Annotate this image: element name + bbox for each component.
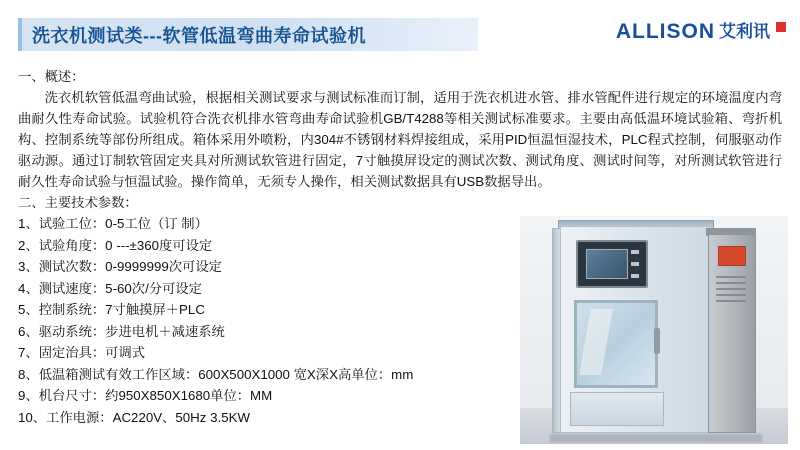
cabinet-warning-label: [718, 246, 746, 266]
vent-slit-icon: [716, 282, 746, 284]
vent-slit-icon: [716, 288, 746, 290]
chamber-lower-door: [570, 392, 664, 426]
list-item: 1、试验工位：0-5工位（订 制）: [18, 216, 208, 231]
vent-slit-icon: [716, 294, 746, 296]
panel-button-icon: [631, 262, 639, 266]
vent-slit-icon: [716, 276, 746, 278]
logo-cjk-text: 艾利讯: [719, 22, 770, 41]
page-title-banner: [18, 18, 478, 51]
list-item: 4、测试速度：5-60次/分可设定: [18, 280, 202, 296]
chamber-viewing-window: [574, 300, 658, 388]
list-item: 5、控制系统：7寸触摸屏＋PLC: [18, 302, 205, 317]
logo-square-icon: [776, 22, 786, 32]
logo-latin-text: ALLISON: [615, 20, 715, 43]
list-item: 9、机台尺寸：约950X850X1680单位：MM: [18, 388, 273, 403]
vent-slit-icon: [716, 300, 746, 302]
control-panel: [576, 240, 648, 288]
panel-button-icon: [631, 274, 639, 278]
list-item: 2、试验角度：0 ---±360度可设定: [18, 237, 213, 253]
section-1-paragraph: 洗衣机软管低温弯曲试验，根据相关测试要求与测试标准而订制，适用于洗衣机进水管、排水管配件进行规定的环境温度内弯曲耐久性寿命试验。试验机符合洗衣机排水管弯曲寿命试验机GB/T4288等相关测试标准要求。主要由高低温环境试验箱、弯折机构、控制系统等部份所组成。箱体采用外喷粉，内304#不锈钢材料焊接组成，采用PID恒温恒湿技术，PLC程式控制，伺服驱动作驱动源。通过订制软管固定夹具对所测试软管进行固定，7寸触摸屏设定的测试次数、测试角度、测试时间等，对所测试软管进行耐久性寿命试验与恒温试验。操作简单，无须专人操作，相关测试数据具有USB数据导出。: [18, 90, 782, 189]
panel-buttons: [631, 250, 641, 278]
product-photo: [520, 216, 788, 444]
section-1-heading: 一、概述：: [18, 69, 85, 84]
panel-button-icon: [631, 250, 639, 254]
chamber-door-handle: [654, 328, 660, 354]
page-title: 洗衣机测试类---软管低温弯曲寿命试验机: [32, 25, 366, 46]
list-item: 7、固定治具：可调式: [18, 345, 146, 360]
cabinet-vent-slits: [716, 276, 746, 316]
touchscreen-display: [586, 249, 628, 279]
page-header: [0, 0, 800, 62]
section-2-heading: 二、主要技术参数：: [18, 195, 138, 210]
company-logo: [616, 18, 786, 44]
list-item: 8、低温箱测试有效工作区域：600X500X1000 宽X深X高单位：mm: [18, 366, 414, 382]
list-item: 3、测试次数：0-9999999次可设定: [18, 259, 222, 274]
list-item: 10、工作电源：AC220V、50Hz 3.5KW: [18, 409, 251, 425]
list-item: 6、驱动系统：步进电机＋减速系统: [18, 323, 225, 339]
machine-shadow: [550, 434, 762, 442]
